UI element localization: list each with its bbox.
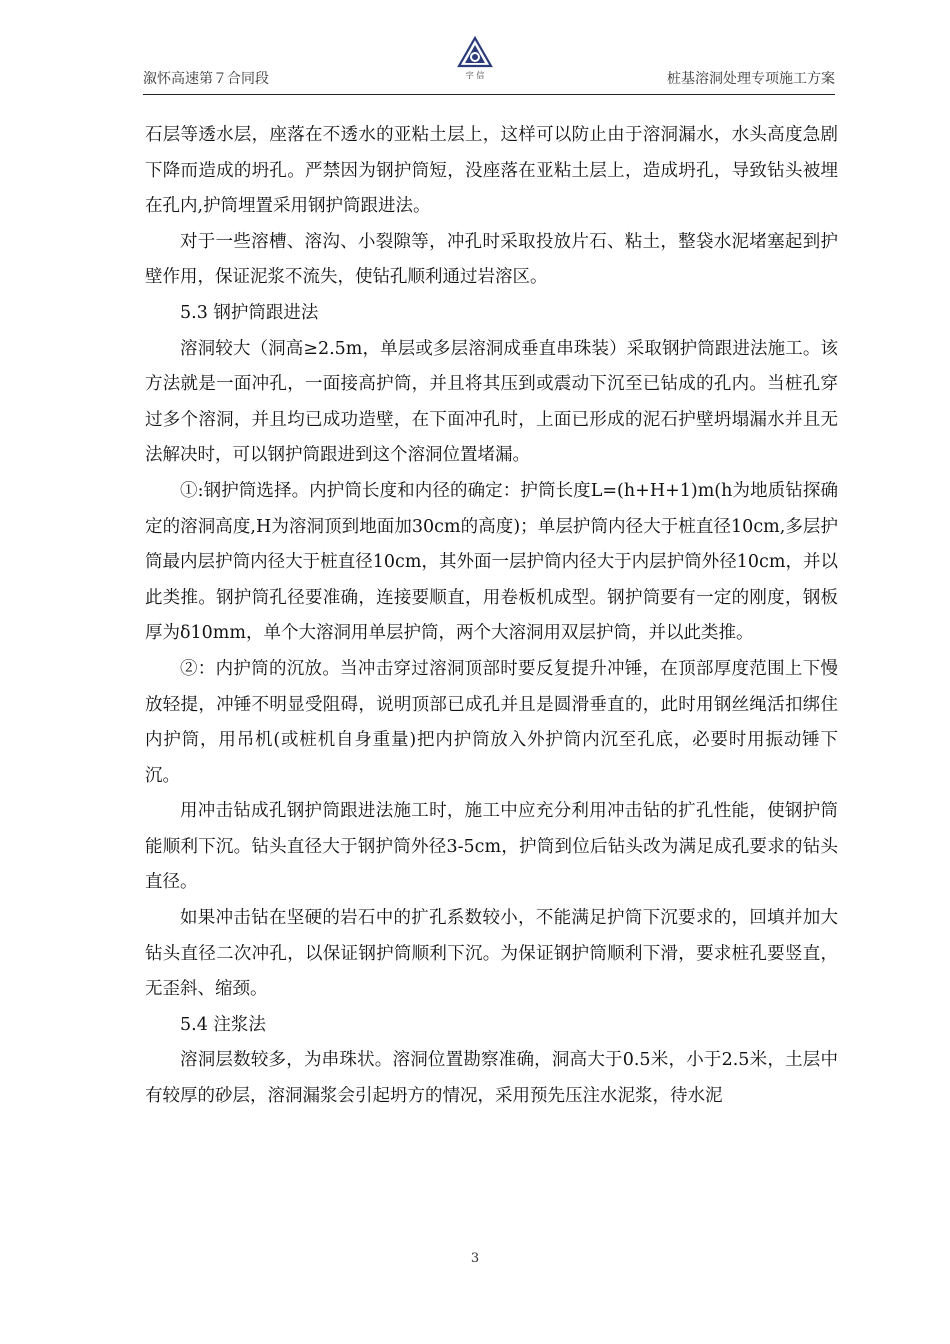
company-logo [457,36,493,84]
section-heading: 5.3 钢护筒跟进法 [180,302,319,323]
logo-caption: 字 信 [465,71,485,80]
page-number: 3 [470,1251,480,1266]
header-document-title: 桩基溶洞处理专项施工方案 [667,71,835,87]
paragraph: ②：内护筒的沉放。当冲击穿过溶洞顶部时要反复提升冲锤，在顶部厚度范围上下慢放轻提，冲锤不明显受阻碍，说明顶部已成孔并且是圆滑垂直的，此时用钢丝绳活扣绑住内护筒，用吊机(或桩机自身重量)把内护筒放入外护筒内沉至孔底，必要时用振动锤下沉。 [145,658,838,786]
paragraph: 溶洞层数较多，为串珠状。溶洞位置勘察准确，洞高大于0.5米，小于2.5米，土层中有较厚的砂层，溶洞漏浆会引起坍方的情况，采用预先压注水泥浆，待水泥 [145,1050,838,1107]
paragraph: 如果冲击钻在坚硬的岩石中的扩孔系数较小，不能满足护筒下沉要求的，回填并加大钻头直径二次冲孔，以保证钢护筒顺利下沉。为保证钢护筒顺利下滑，要求桩孔要竖直，无歪斜、缩颈。 [145,908,838,1000]
page-header [143,30,835,95]
section-heading: 5.4 注浆法 [180,1014,266,1035]
paragraph: 用冲击钻成孔钢护筒跟进法施工时，施工中应充分利用冲击钻的扩孔性能，使钢护筒能顺利下沉。钻头直径大于钢护筒外径3-5cm，护筒到位后钻头改为满足成孔要求的钻头直径。 [145,801,838,893]
paragraph: 石层等透水层，座落在不透水的亚粘土层上，这样可以防止由于溶洞漏水，水头高度急剧下降而造成的坍孔。严禁因为钢护筒短，没座落在亚粘土层上，造成坍孔，导致钻头被埋在孔内,护筒埋置采用钢护筒跟进法。 [145,125,838,217]
paragraph: ①:钢护筒选择。内护筒长度和内径的确定：护筒长度L=(h+H+1)m(h为地质钻探确定的溶洞高度,H为溶洞顶到地面加30cm的高度)；单层护筒内径大于桩直径10cm,多层护筒最内层护筒内径大于桩直径10cm，其外面一层护筒内径大于内层护筒外径10cm，并以此类推。钢护筒孔径要准确，连接要顺直，用卷板机成型。钢护筒要有一定的刚度，钢板厚为δ10mm，单个大溶洞用单层护筒，两个大溶洞用双层护筒，并以此类推。 [145,480,838,644]
document-body [145,118,838,1115]
header-project-name: 溆怀高速第７合同段 [143,71,269,87]
paragraph: 对于一些溶槽、溶沟、小裂隙等，冲孔时采取投放片石、粘土，整袋水泥堵塞起到护壁作用，保证泥浆不流失，使钻孔顺利通过岩溶区。 [145,231,838,288]
paragraph: 溶洞较大（洞高≥2.5m，单层或多层溶洞成垂直串珠装）采取钢护筒跟进法施工。该方法就是一面冲孔，一面接高护筒，并且将其压到或震动下沉至已钻成的孔内。当桩孔穿过多个溶洞，并且均已成功造壁，在下面冲孔时，上面已形成的泥石护壁坍塌漏水并且无法解决时，可以钢护筒跟进到这个溶洞位置堵漏。 [145,338,838,466]
